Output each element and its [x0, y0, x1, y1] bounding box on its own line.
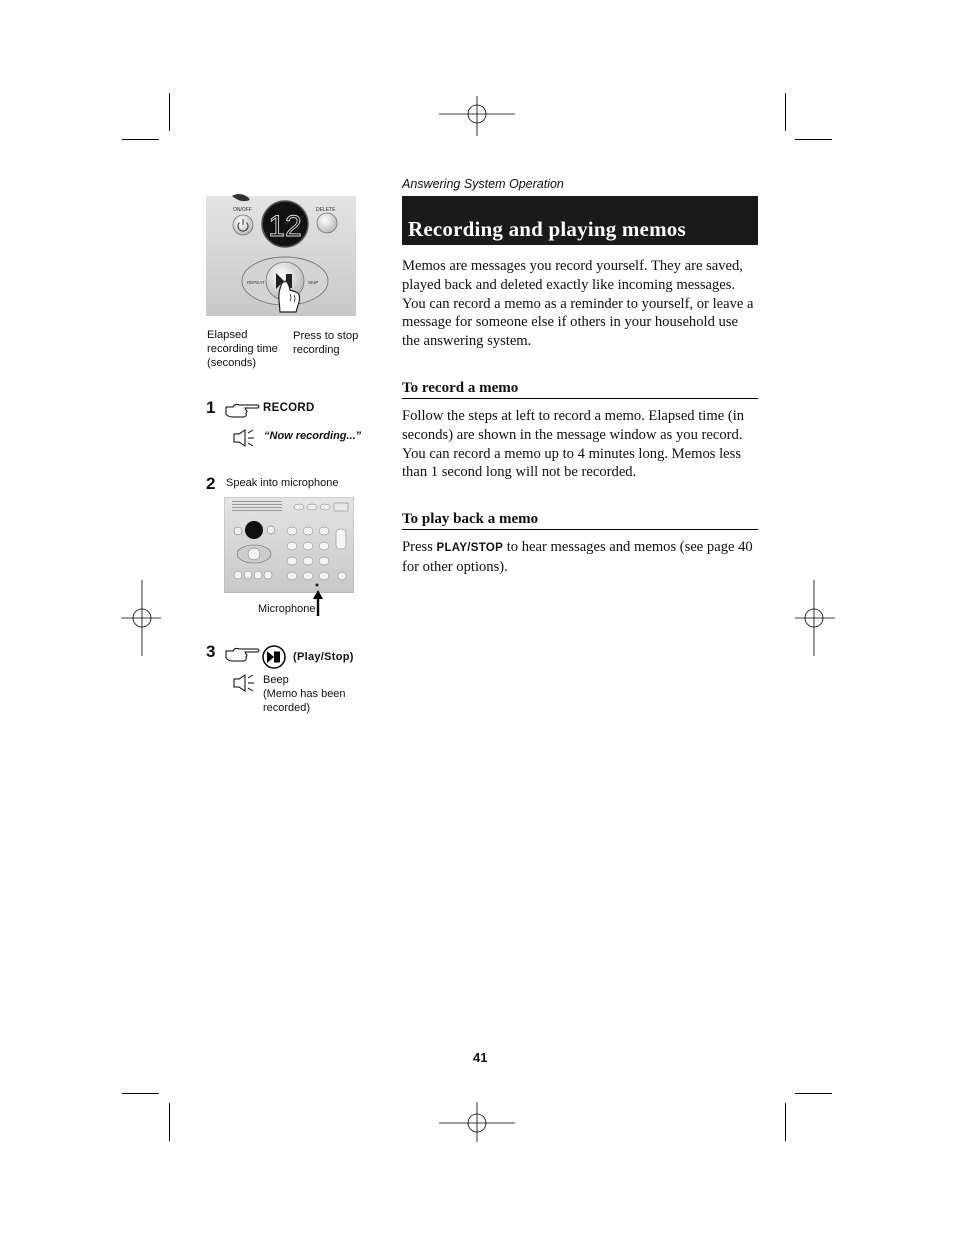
delete-label: DELETE	[316, 207, 336, 213]
beep-line-1: Beep	[263, 674, 289, 686]
crop-mark	[785, 1103, 786, 1141]
play-stop-label: (Play/Stop)	[293, 651, 354, 663]
beep-caption	[263, 673, 346, 715]
playback-heading: To play back a memo	[402, 511, 758, 530]
crop-mark	[785, 93, 786, 131]
crop-mark	[122, 1093, 159, 1094]
hand-pointer-icon	[225, 401, 261, 419]
playback-paragraph	[402, 538, 758, 577]
arrow-up-icon	[312, 590, 324, 616]
speaker-icon	[231, 673, 257, 693]
registration-mark-left	[121, 580, 161, 656]
crop-mark	[169, 93, 170, 131]
now-recording-prompt: “Now recording...”	[264, 430, 362, 442]
speak-instruction: Speak into microphone	[226, 477, 339, 489]
answering-unit-figure	[206, 194, 356, 316]
microphone-label: Microphone	[258, 603, 316, 615]
title-bar	[402, 196, 758, 245]
page-title: Recording and playing memos	[408, 217, 686, 241]
record-key: RECORD	[263, 402, 315, 414]
full-unit-figure	[224, 497, 354, 593]
elapsed-caption: Elapsed recording time (seconds)	[207, 329, 278, 369]
section-label: Answering System Operation	[402, 177, 564, 191]
play-stop-icon	[261, 645, 287, 669]
crop-mark	[795, 139, 832, 140]
crop-mark	[795, 1093, 832, 1094]
speaker-icon	[231, 428, 257, 448]
press-caption: Press to stop recording	[293, 330, 359, 356]
step-1-number: 1	[206, 398, 216, 417]
microphone-hole	[316, 584, 319, 587]
on-off-label: ON/OFF	[233, 207, 252, 213]
beep-line-2: (Memo has been	[263, 688, 346, 700]
elapsed-time-readout: 12	[268, 210, 302, 243]
skip-label: SKIP	[308, 280, 319, 285]
registration-mark-right	[795, 580, 835, 656]
repeat-label: REPEAT	[247, 280, 265, 285]
record-heading: To record a memo	[402, 380, 758, 399]
play-stop-key: PLAY/STOP	[436, 542, 504, 554]
page-number: 41	[473, 1050, 488, 1065]
playback-text-after: to hear messages and memos (see page 40 for other options).	[402, 539, 753, 575]
playback-text-before: Press	[402, 539, 437, 555]
registration-mark-bottom	[439, 1102, 515, 1142]
step-2-number: 2	[206, 474, 216, 493]
hand-pointer-icon	[225, 645, 261, 663]
step-3-number: 3	[206, 642, 216, 661]
crop-mark	[169, 1103, 170, 1141]
record-paragraph: Follow the steps at left to record a memo. Elapsed time (in seconds) are shown in the message window as you record. You can record a memo up to 4 minutes long. Memos less than 1 second long will not be recorded.	[402, 408, 745, 481]
beep-line-3: recorded)	[263, 702, 311, 714]
crop-mark	[122, 139, 159, 140]
intro-paragraph: Memos are messages you record yourself. They are saved, played back and deleted exactly like incoming messages. You can record a memo as a reminder to yourself, or leave a message for someone else if others in your household use the answering system.	[402, 258, 754, 350]
registration-mark-top	[439, 96, 515, 136]
